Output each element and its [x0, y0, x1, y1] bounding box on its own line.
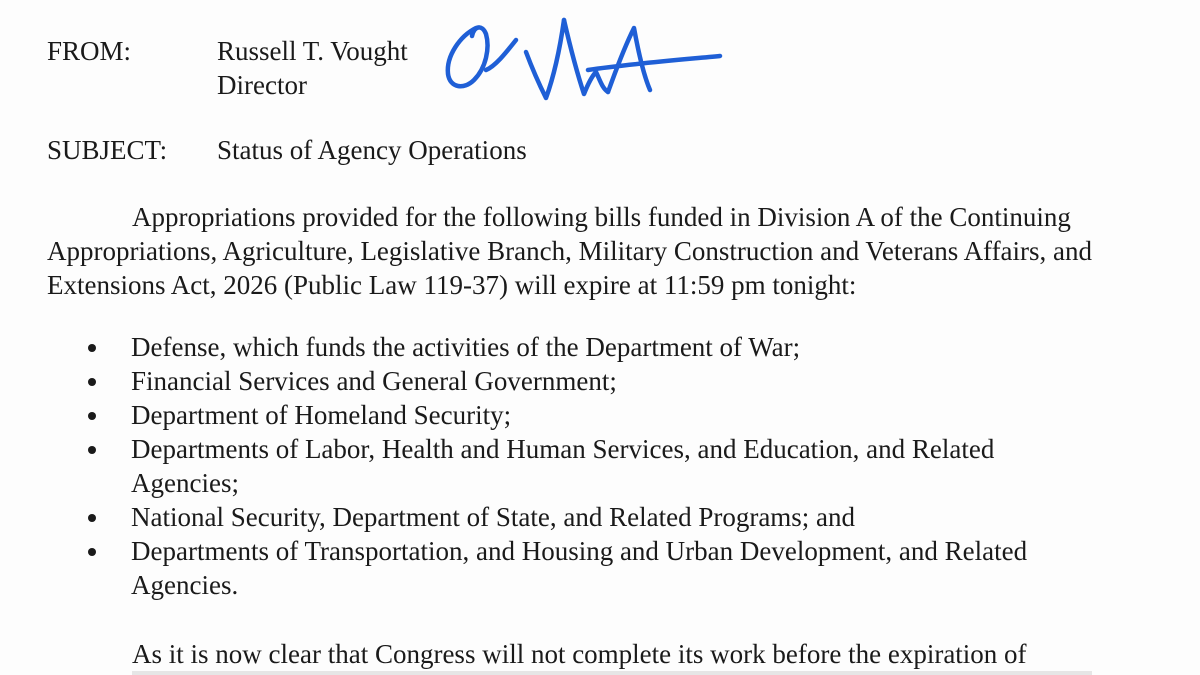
bullet-dot — [88, 548, 96, 556]
bills-list — [84, 330, 1174, 602]
intro-paragraph: Appropriations provided for the following bills funded in Division A of the Continuing Appropriations, Agriculture, Legislative Branch, Military Construction and Veterans Affairs, and Extensions Act, 2026 (Public Law 119-37) will expire at 11:59 pm tonight: — [47, 202, 1093, 300]
list-item — [84, 398, 1061, 432]
bullet-dot — [88, 514, 96, 522]
list-item — [84, 364, 1061, 398]
list-item-text: Defense, which funds the activities of the Department of War; — [131, 332, 801, 362]
cropped-top-line — [300, 0, 980, 2]
cropped-next-line — [132, 671, 1092, 675]
list-item — [84, 330, 1061, 364]
bullet-dot — [88, 378, 96, 386]
signature-image — [438, 6, 728, 106]
from-label: FROM: — [47, 36, 132, 66]
bullet-dot — [88, 344, 96, 352]
bullet-dot — [88, 446, 96, 454]
bullet-dot — [88, 412, 96, 420]
list-item-text: Department of Homeland Security; — [131, 400, 512, 430]
from-title: Director — [217, 70, 307, 100]
list-item-text: Departments of Transportation, and Housing and Urban Development, and Related Agencies. — [131, 536, 1028, 600]
list-item-text: Departments of Labor, Health and Human Services, and Education, and Related Agencies; — [131, 434, 995, 498]
list-item-text: National Security, Department of State, and Related Programs; and — [131, 502, 856, 532]
subject-label: SUBJECT: — [47, 135, 168, 165]
list-item — [84, 500, 1061, 534]
list-item — [84, 534, 1061, 602]
subject-value: Status of Agency Operations — [217, 135, 527, 165]
list-item-text: Financial Services and General Government; — [131, 366, 617, 396]
closing-paragraph: As it is now clear that Congress will not complete its work before the expiration of — [132, 639, 1027, 669]
list-item — [84, 432, 1061, 500]
from-name: Russell T. Vought — [217, 36, 408, 66]
